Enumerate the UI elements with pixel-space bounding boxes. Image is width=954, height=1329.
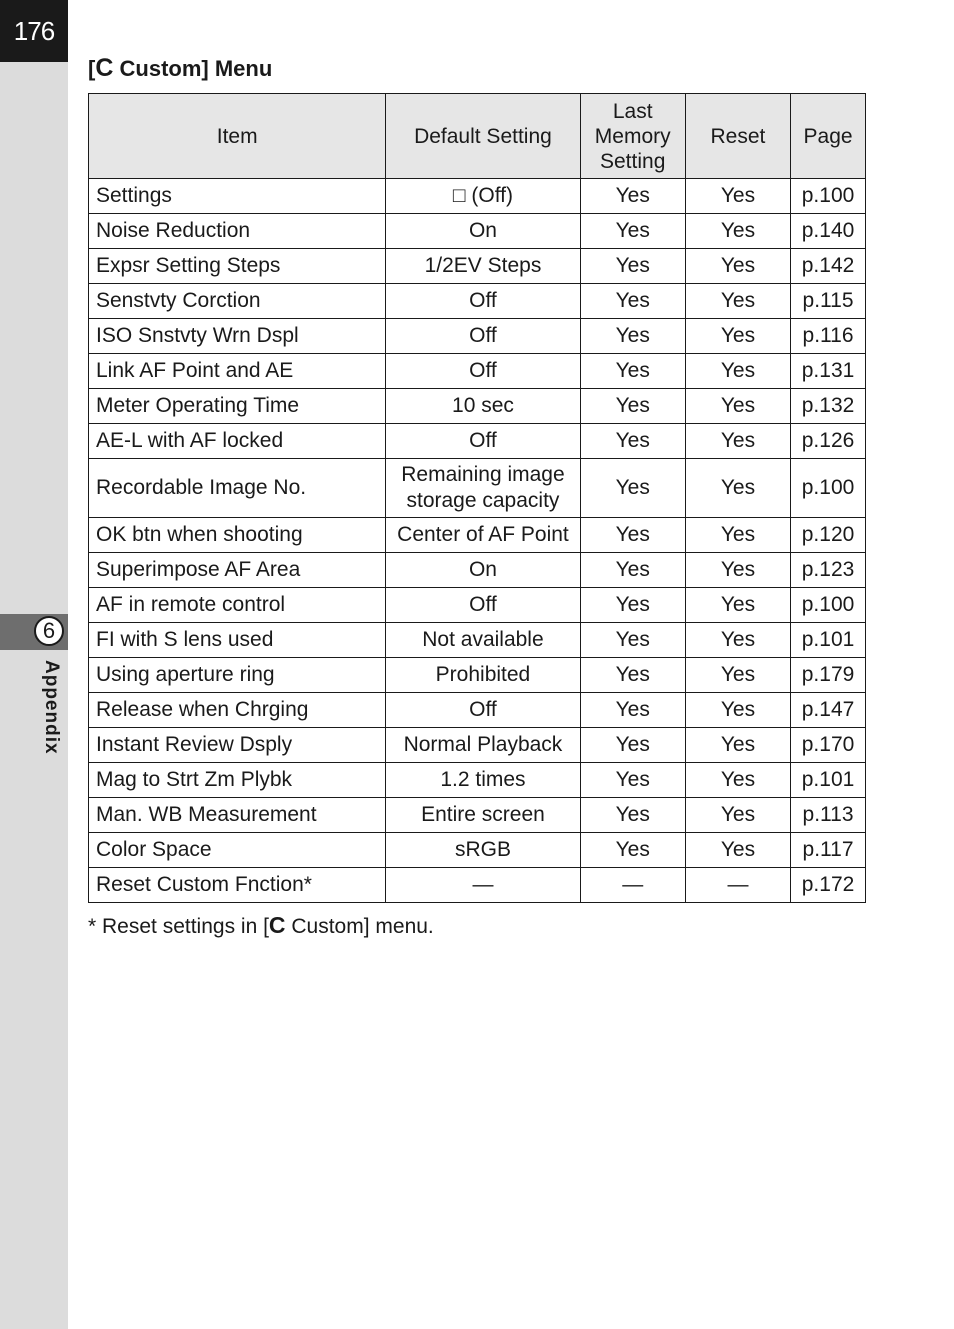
cell-default-setting: Off	[386, 424, 580, 459]
title-open: [	[88, 56, 96, 81]
cell-default-setting: —	[386, 868, 580, 903]
table-row	[89, 389, 866, 424]
cell-default-setting: Normal Playback	[386, 728, 580, 763]
cell-page: p.131	[791, 354, 866, 389]
cell-page: p.100	[791, 588, 866, 623]
cell-last-memory-setting: Yes	[580, 518, 685, 553]
section-title	[88, 54, 272, 83]
cell-item: OK btn when shooting	[89, 518, 386, 553]
cell-page: p.179	[791, 658, 866, 693]
cell-last-memory-setting: Yes	[580, 588, 685, 623]
cell-item: Using aperture ring	[89, 658, 386, 693]
cell-item: ISO Snstvty Wrn Dspl	[89, 319, 386, 354]
cell-reset: Yes	[685, 179, 790, 214]
cell-last-memory-setting: Yes	[580, 179, 685, 214]
cell-default-setting: Off	[386, 319, 580, 354]
cell-default-setting: Entire screen	[386, 798, 580, 833]
table-row	[89, 728, 866, 763]
cell-item: Instant Review Dsply	[89, 728, 386, 763]
chapter-number: 6	[34, 616, 64, 646]
cell-reset: Yes	[685, 728, 790, 763]
cell-default-setting: Not available	[386, 623, 580, 658]
cell-reset: —	[685, 868, 790, 903]
cell-page: p.126	[791, 424, 866, 459]
table-row	[89, 354, 866, 389]
cell-item: Senstvty Corction	[89, 284, 386, 319]
cell-default-setting: On	[386, 214, 580, 249]
cell-default-setting: 1.2 times	[386, 763, 580, 798]
table-row	[89, 693, 866, 728]
cell-last-memory-setting: Yes	[580, 319, 685, 354]
cell-default-setting: □ (Off)	[386, 179, 580, 214]
table-row	[89, 763, 866, 798]
table-row	[89, 459, 866, 518]
cell-default-setting: 10 sec	[386, 389, 580, 424]
cell-reset: Yes	[685, 424, 790, 459]
cell-reset: Yes	[685, 658, 790, 693]
cell-item: FI with S lens used	[89, 623, 386, 658]
cell-page: p.132	[791, 389, 866, 424]
cell-reset: Yes	[685, 798, 790, 833]
cell-item: AE-L with AF locked	[89, 424, 386, 459]
cell-last-memory-setting: Yes	[580, 833, 685, 868]
cell-reset: Yes	[685, 623, 790, 658]
cell-item: Mag to Strt Zm Plybk	[89, 763, 386, 798]
header-item: Item	[89, 94, 386, 179]
cell-page: p.113	[791, 798, 866, 833]
cell-last-memory-setting: Yes	[580, 798, 685, 833]
cell-last-memory-setting: Yes	[580, 249, 685, 284]
table-row	[89, 319, 866, 354]
cell-default-setting: Off	[386, 284, 580, 319]
table-row	[89, 553, 866, 588]
cell-reset: Yes	[685, 459, 790, 518]
cell-default-setting: Remaining image storage capacity	[386, 459, 580, 518]
table-row	[89, 798, 866, 833]
cell-last-memory-setting: Yes	[580, 354, 685, 389]
cell-page: p.120	[791, 518, 866, 553]
cell-last-memory-setting: Yes	[580, 728, 685, 763]
cell-page: p.147	[791, 693, 866, 728]
table-body	[89, 179, 866, 903]
header-default-setting: Default Setting	[386, 94, 580, 179]
cell-item: Settings	[89, 179, 386, 214]
footnote-after: Custom] menu.	[285, 915, 434, 938]
cell-page: p.116	[791, 319, 866, 354]
cell-last-memory-setting: Yes	[580, 389, 685, 424]
cell-reset: Yes	[685, 588, 790, 623]
cell-item: Recordable Image No.	[89, 459, 386, 518]
cell-page: p.101	[791, 623, 866, 658]
cell-reset: Yes	[685, 354, 790, 389]
cell-default-setting: On	[386, 553, 580, 588]
cell-last-memory-setting: Yes	[580, 693, 685, 728]
cell-reset: Yes	[685, 693, 790, 728]
cell-reset: Yes	[685, 763, 790, 798]
cell-reset: Yes	[685, 389, 790, 424]
cell-reset: Yes	[685, 249, 790, 284]
cell-page: p.140	[791, 214, 866, 249]
cell-item: Superimpose AF Area	[89, 553, 386, 588]
cell-page: p.115	[791, 284, 866, 319]
chapter-label: Appendix	[41, 660, 62, 755]
cell-page: p.117	[791, 833, 866, 868]
cell-last-memory-setting: Yes	[580, 214, 685, 249]
cell-item: AF in remote control	[89, 588, 386, 623]
custom-menu-table	[88, 93, 866, 903]
footnote	[88, 912, 434, 939]
cell-reset: Yes	[685, 518, 790, 553]
header-reset: Reset	[685, 94, 790, 179]
cell-page: p.100	[791, 459, 866, 518]
footnote-before: * Reset settings in [	[88, 915, 269, 938]
cell-default-setting: Off	[386, 693, 580, 728]
cell-default-setting: Off	[386, 588, 580, 623]
custom-c-icon: C	[95, 54, 114, 82]
table-row	[89, 424, 866, 459]
cell-reset: Yes	[685, 833, 790, 868]
cell-page: p.101	[791, 763, 866, 798]
footnote-custom-c-icon: C	[268, 912, 286, 938]
header-page: Page	[791, 94, 866, 179]
cell-reset: Yes	[685, 319, 790, 354]
cell-item: Reset Custom Fnction*	[89, 868, 386, 903]
cell-item: Color Space	[89, 833, 386, 868]
cell-last-memory-setting: Yes	[580, 284, 685, 319]
cell-item: Link AF Point and AE	[89, 354, 386, 389]
cell-default-setting: Center of AF Point	[386, 518, 580, 553]
table-row	[89, 284, 866, 319]
cell-last-memory-setting: Yes	[580, 658, 685, 693]
cell-last-memory-setting: Yes	[580, 424, 685, 459]
cell-page: p.142	[791, 249, 866, 284]
table-row	[89, 214, 866, 249]
table-row	[89, 868, 866, 903]
page-number: 176	[0, 0, 68, 62]
table-row	[89, 833, 866, 868]
cell-page: p.100	[791, 179, 866, 214]
cell-item: Expsr Setting Steps	[89, 249, 386, 284]
table-row	[89, 588, 866, 623]
cell-last-memory-setting: Yes	[580, 459, 685, 518]
header-last-memory-setting: Last Memory Setting	[580, 94, 685, 179]
cell-reset: Yes	[685, 553, 790, 588]
cell-default-setting: Prohibited	[386, 658, 580, 693]
cell-page: p.170	[791, 728, 866, 763]
cell-reset: Yes	[685, 214, 790, 249]
cell-page: p.172	[791, 868, 866, 903]
cell-last-memory-setting: Yes	[580, 623, 685, 658]
table-row	[89, 518, 866, 553]
table-row	[89, 658, 866, 693]
table-header-row	[89, 94, 866, 179]
cell-last-memory-setting: Yes	[580, 763, 685, 798]
table-row	[89, 623, 866, 658]
cell-default-setting: 1/2EV Steps	[386, 249, 580, 284]
cell-item: Release when Chrging	[89, 693, 386, 728]
cell-default-setting: Off	[386, 354, 580, 389]
table-row	[89, 249, 866, 284]
title-rest: Custom] Menu	[113, 56, 273, 81]
cell-page: p.123	[791, 553, 866, 588]
cell-default-setting: sRGB	[386, 833, 580, 868]
cell-item: Noise Reduction	[89, 214, 386, 249]
cell-last-memory-setting: Yes	[580, 553, 685, 588]
cell-item: Man. WB Measurement	[89, 798, 386, 833]
cell-reset: Yes	[685, 284, 790, 319]
table-row	[89, 179, 866, 214]
cell-last-memory-setting: —	[580, 868, 685, 903]
cell-item: Meter Operating Time	[89, 389, 386, 424]
